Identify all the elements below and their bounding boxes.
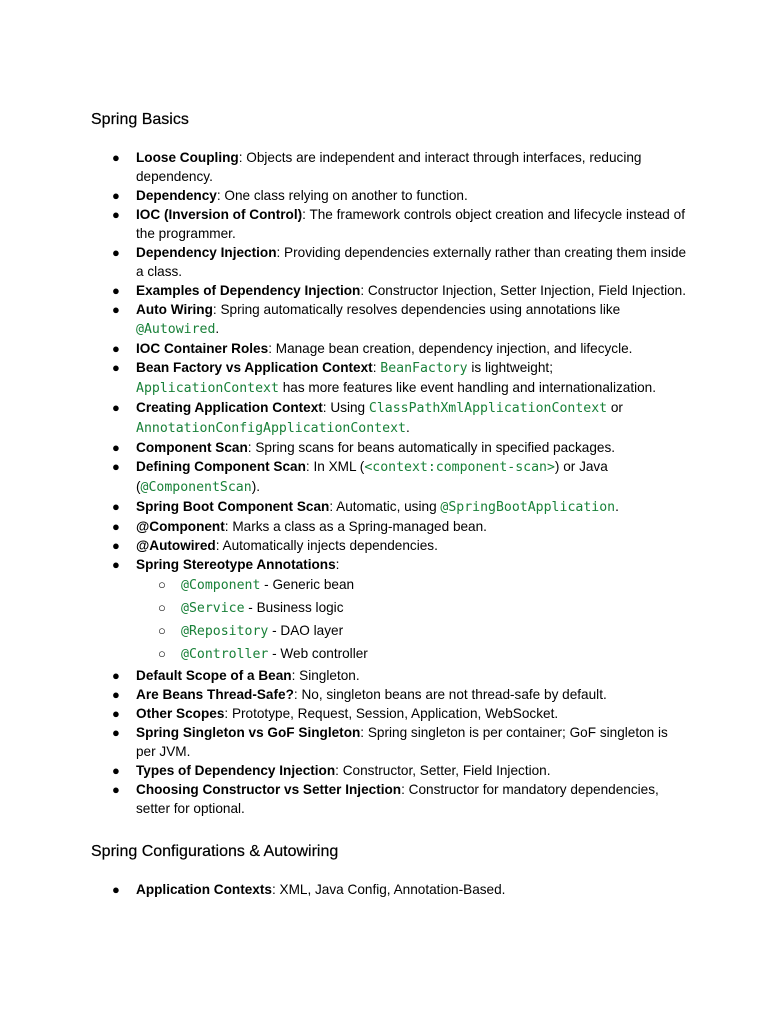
item-text: : Spring automatically resolves dependencies using annotations like — [212, 302, 621, 317]
item-term: Spring Boot Component Scan — [136, 499, 330, 514]
inline-code: BeanFactory — [380, 361, 468, 376]
sub-item-text: - Business logic — [244, 600, 344, 615]
item-text: : Using — [322, 400, 369, 415]
inline-code: @SpringBootApplication — [440, 500, 616, 515]
item-text: : Spring scans for beans automatically in specified packages. — [247, 440, 616, 455]
list-item — [91, 438, 691, 457]
bullet-icon: ● — [112, 557, 120, 572]
bullet-icon: ● — [112, 519, 120, 534]
list-item — [91, 339, 691, 358]
inline-code: AnnotationConfigApplicationContext — [136, 421, 406, 436]
bullet-list — [91, 880, 691, 899]
item-term: Defining Component Scan — [136, 459, 306, 474]
list-item — [91, 457, 691, 497]
item-text: : Automatically injects dependencies. — [215, 538, 438, 553]
item-text: : Marks a class as a Spring-managed bean. — [224, 519, 487, 534]
item-text: : Prototype, Request, Session, Application, WebSocket. — [224, 706, 559, 721]
list-item — [91, 780, 691, 818]
bullet-icon: ● — [112, 245, 120, 260]
section-heading: Spring Basics — [91, 111, 189, 128]
item-text: ) or Java ( — [136, 459, 608, 494]
item-text: or — [607, 400, 623, 415]
item-term: Creating Application Context — [136, 400, 323, 415]
bullet-icon: ● — [112, 668, 120, 683]
list-item — [91, 358, 691, 398]
bullet-icon: ● — [112, 499, 120, 514]
item-term: Dependency — [136, 188, 217, 203]
inline-code: ApplicationContext — [136, 381, 279, 396]
section-heading: Spring Configurations & Autowiring — [91, 843, 339, 860]
item-term: Default Scope of a Bean — [136, 668, 292, 683]
item-term: Dependency Injection — [136, 245, 277, 260]
bullet-icon: ● — [112, 360, 120, 375]
item-term: Loose Coupling — [136, 150, 239, 165]
item-text: : One class relying on another to function. — [216, 188, 468, 203]
item-text: : The framework controls object creation and lifecycle instead of the programmer. — [136, 207, 685, 241]
list-item — [91, 723, 691, 761]
list-item — [91, 517, 691, 536]
item-text: : Singleton. — [291, 668, 360, 683]
bullet-list — [91, 148, 691, 818]
item-text: : Constructor, Setter, Field Injection. — [335, 763, 551, 778]
bullet-icon: ● — [112, 302, 120, 317]
list-item — [91, 555, 691, 666]
list-item — [91, 880, 691, 899]
item-term: Bean Factory vs Application Context — [136, 360, 373, 375]
item-text: : — [372, 360, 381, 375]
bullet-icon: ● — [112, 725, 120, 740]
item-term: Are Beans Thread-Safe? — [136, 687, 294, 702]
item-text: : No, singleton beans are not thread-safe by default. — [293, 687, 607, 702]
sub-list-item — [136, 620, 691, 643]
inline-code: @Autowired — [136, 322, 216, 337]
item-text: has more features like event handling and internationalization. — [278, 380, 657, 395]
inline-code: @ComponentScan — [140, 480, 252, 495]
item-text: : Objects are independent and interact through interfaces, reducing dependency. — [136, 150, 642, 184]
circle-bullet-icon: ○ — [158, 577, 166, 592]
item-text: : Providing dependencies externally rather than creating them inside a class. — [136, 245, 687, 279]
bullet-icon: ● — [112, 188, 120, 203]
item-term: Types of Dependency Injection — [136, 763, 336, 778]
item-text: : Automatic, using — [329, 499, 441, 514]
item-text: : Constructor Injection, Setter Injection, Field Injection. — [360, 283, 687, 298]
item-term: Component Scan — [136, 440, 248, 455]
item-term: Examples of Dependency Injection — [136, 283, 361, 298]
item-term: Choosing Constructor vs Setter Injection — [136, 782, 402, 797]
inline-code: ClassPathXmlApplicationContext — [368, 401, 608, 416]
bullet-icon: ● — [112, 882, 120, 897]
bullet-icon: ● — [112, 440, 120, 455]
bullet-icon: ● — [112, 150, 120, 165]
inline-code: @Service — [181, 601, 245, 616]
list-item — [91, 243, 691, 281]
item-term: Application Contexts — [136, 882, 272, 897]
item-text: : — [335, 557, 340, 572]
item-term: @Component — [136, 519, 225, 534]
bullet-icon: ● — [112, 283, 120, 298]
list-item — [91, 685, 691, 704]
list-item — [91, 186, 691, 205]
inline-code: @Component — [181, 578, 261, 593]
item-term: Spring Singleton vs GoF Singleton — [136, 725, 361, 740]
item-term: Spring Stereotype Annotations — [136, 557, 336, 572]
list-item — [91, 148, 691, 186]
list-item — [91, 281, 691, 300]
inline-code: <context:component-scan> — [364, 460, 555, 475]
item-term: Auto Wiring — [136, 302, 213, 317]
bullet-icon: ● — [112, 341, 120, 356]
sub-item-text: - DAO layer — [268, 623, 344, 638]
item-text: : XML, Java Config, Annotation-Based. — [271, 882, 506, 897]
sub-item-text: - Generic bean — [260, 577, 355, 592]
bullet-icon: ● — [112, 763, 120, 778]
bullet-icon: ● — [112, 207, 120, 222]
item-text: : In XML ( — [305, 459, 365, 474]
sub-list — [136, 574, 691, 666]
item-term: Other Scopes — [136, 706, 225, 721]
document-page — [91, 108, 691, 899]
list-item — [91, 398, 691, 438]
item-text: is lightweight; — [467, 360, 553, 375]
sub-item-text: - Web controller — [268, 646, 368, 661]
item-text: ). — [251, 479, 260, 494]
bullet-icon: ● — [112, 459, 120, 474]
circle-bullet-icon: ○ — [158, 600, 166, 615]
list-item — [91, 536, 691, 555]
item-text: : Spring singleton is per container; GoF singleton is per JVM. — [136, 725, 668, 759]
list-item — [91, 666, 691, 685]
list-item — [91, 205, 691, 243]
list-item — [91, 761, 691, 780]
circle-bullet-icon: ○ — [158, 623, 166, 638]
sub-list-item — [136, 643, 691, 666]
list-item — [91, 497, 691, 517]
item-text: : Manage bean creation, dependency injection, and lifecycle. — [268, 341, 633, 356]
inline-code: @Repository — [181, 624, 269, 639]
item-text: : Constructor for mandatory dependencies, setter for optional. — [136, 782, 659, 816]
list-item — [91, 300, 691, 339]
item-text: . — [405, 420, 410, 435]
sub-list-item — [136, 574, 691, 597]
item-text: . — [615, 499, 619, 514]
inline-code: @Controller — [181, 647, 269, 662]
item-term: @Autowired — [136, 538, 216, 553]
sub-list-item — [136, 597, 691, 620]
list-item — [91, 704, 691, 723]
item-term: IOC Container Roles — [136, 341, 269, 356]
item-text: . — [215, 321, 220, 336]
bullet-icon: ● — [112, 706, 120, 721]
item-term: IOC (Inversion of Control) — [136, 207, 303, 222]
bullet-icon: ● — [112, 400, 120, 415]
bullet-icon: ● — [112, 782, 120, 797]
circle-bullet-icon: ○ — [158, 646, 166, 661]
bullet-icon: ● — [112, 687, 120, 702]
bullet-icon: ● — [112, 538, 120, 553]
